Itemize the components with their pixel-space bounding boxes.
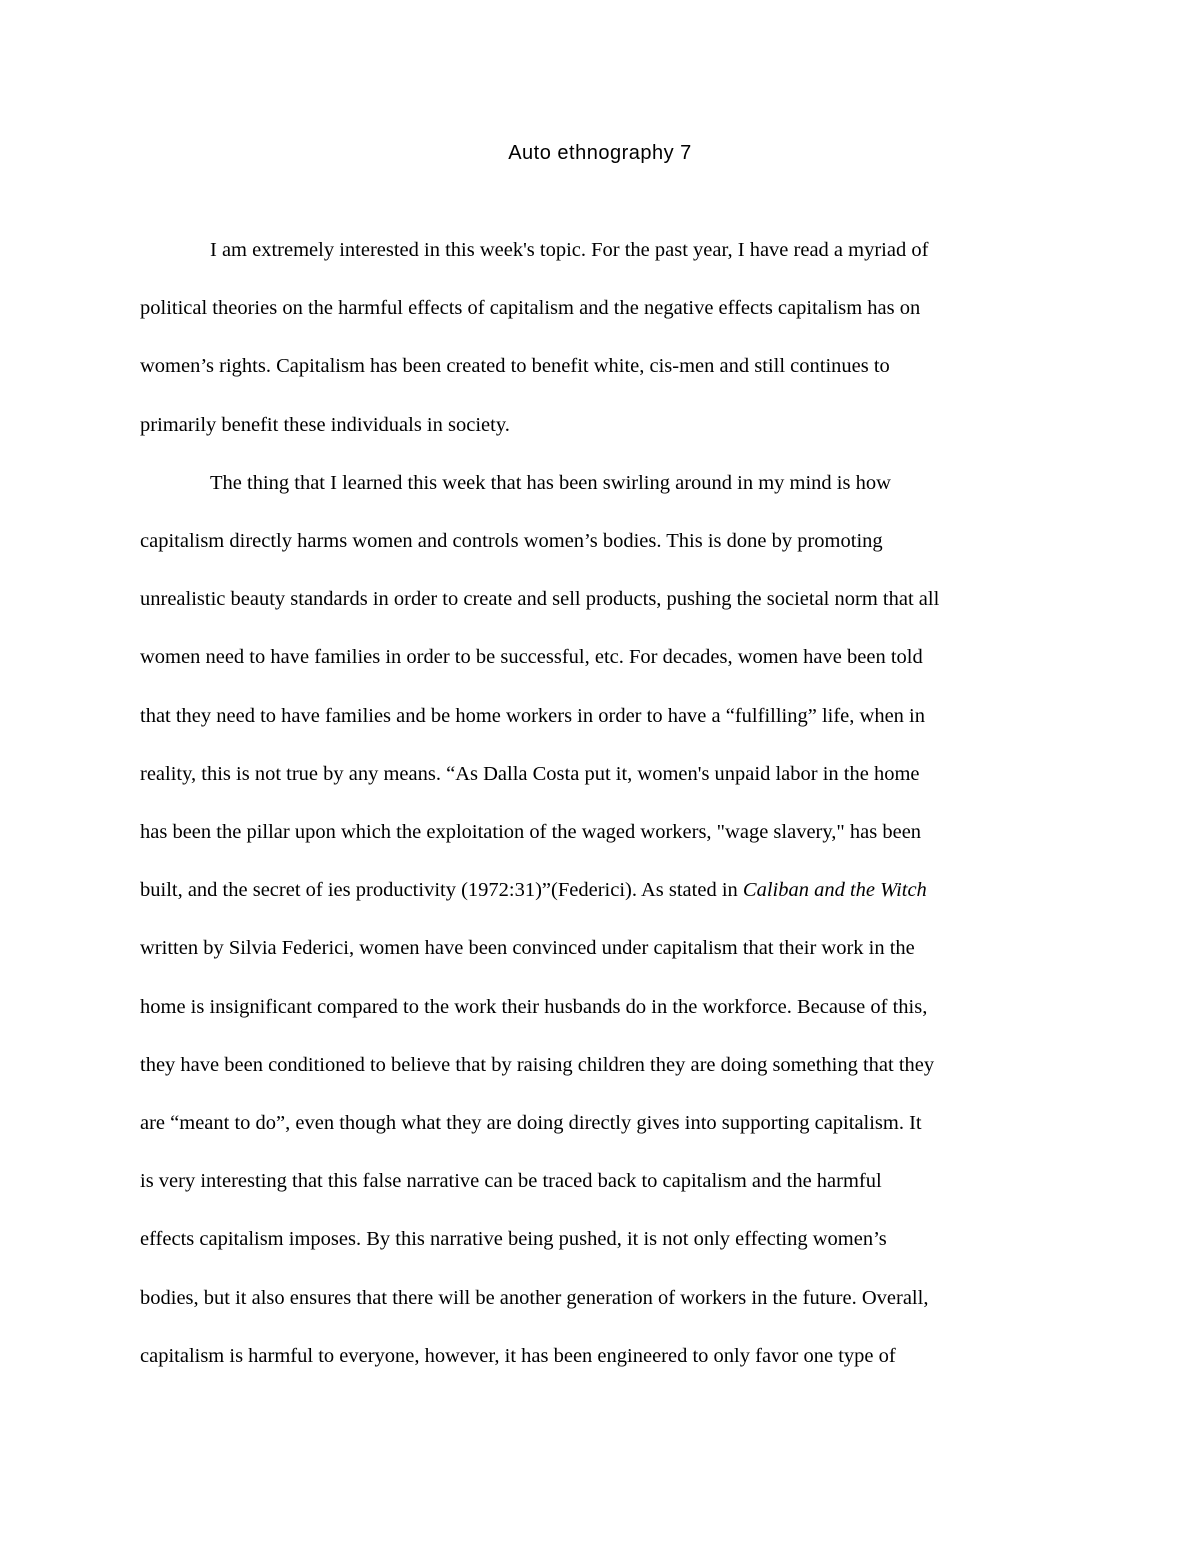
- text-line-with-citation: [140, 861, 1065, 919]
- text-line: women need to have families in order to be successful, etc. For decades, women have been told: [140, 646, 923, 669]
- text-line: home is insignificant compared to the work their husbands do in the workforce. Because of this,: [140, 995, 928, 1018]
- text-line: bodies, but it also ensures that there will be another generation of workers in the future. Overall,: [140, 1286, 929, 1309]
- text-line: The thing that I learned this week that has been swirling around in my mind is how: [210, 471, 891, 494]
- text-line: written by Silvia Federici, women have been convinced under capitalism that their work in the: [140, 937, 915, 960]
- text-line: that they need to have families and be home workers in order to have a “fulfilling” life, when in: [140, 704, 925, 727]
- text-line: has been the pillar upon which the exploitation of the waged workers, "wage slavery," has been: [140, 821, 922, 844]
- text-line: women’s rights. Capitalism has been created to benefit white, cis-men and still continues to: [140, 355, 890, 378]
- text-line: capitalism is harmful to everyone, however, it has been engineered to only favor one type of: [140, 1344, 896, 1367]
- text-line: political theories on the harmful effects of capitalism and the negative effects capitalism has on: [140, 297, 921, 320]
- text-line: reality, this is not true by any means. “As Dalla Costa put it, women's unpaid labor in the home: [140, 762, 920, 785]
- text-line: I am extremely interested in this week's topic. For the past year, I have read a myriad of: [210, 239, 929, 261]
- document-title: Auto ethnography 7: [508, 142, 692, 164]
- text-line: unrealistic beauty standards in order to create and sell products, pushing the societal norm that all: [140, 588, 940, 611]
- text-line: effects capitalism imposes. By this narrative being pushed, it is not only effecting women’s: [140, 1228, 887, 1251]
- paragraph-1: [140, 221, 1065, 454]
- book-title: Caliban and the Witch: [742, 879, 927, 902]
- paragraph-2: [140, 454, 1065, 1385]
- document-body: [140, 221, 1065, 1385]
- text-line: are “meant to do”, even though what they are doing directly gives into supporting capitalism. It: [140, 1112, 922, 1135]
- text-line: they have been conditioned to believe that by raising children they are doing something that they: [140, 1053, 935, 1076]
- text-line: capitalism directly harms women and controls women’s bodies. This is done by promoting: [140, 530, 883, 553]
- text-line: is very interesting that this false narrative can be traced back to capitalism and the harmful: [140, 1170, 882, 1193]
- text-line: primarily benefit these individuals in society.: [140, 413, 510, 436]
- text-segment: built, and the secret of ies productivity (1972:31)”(Federici). As stated in: [140, 879, 743, 902]
